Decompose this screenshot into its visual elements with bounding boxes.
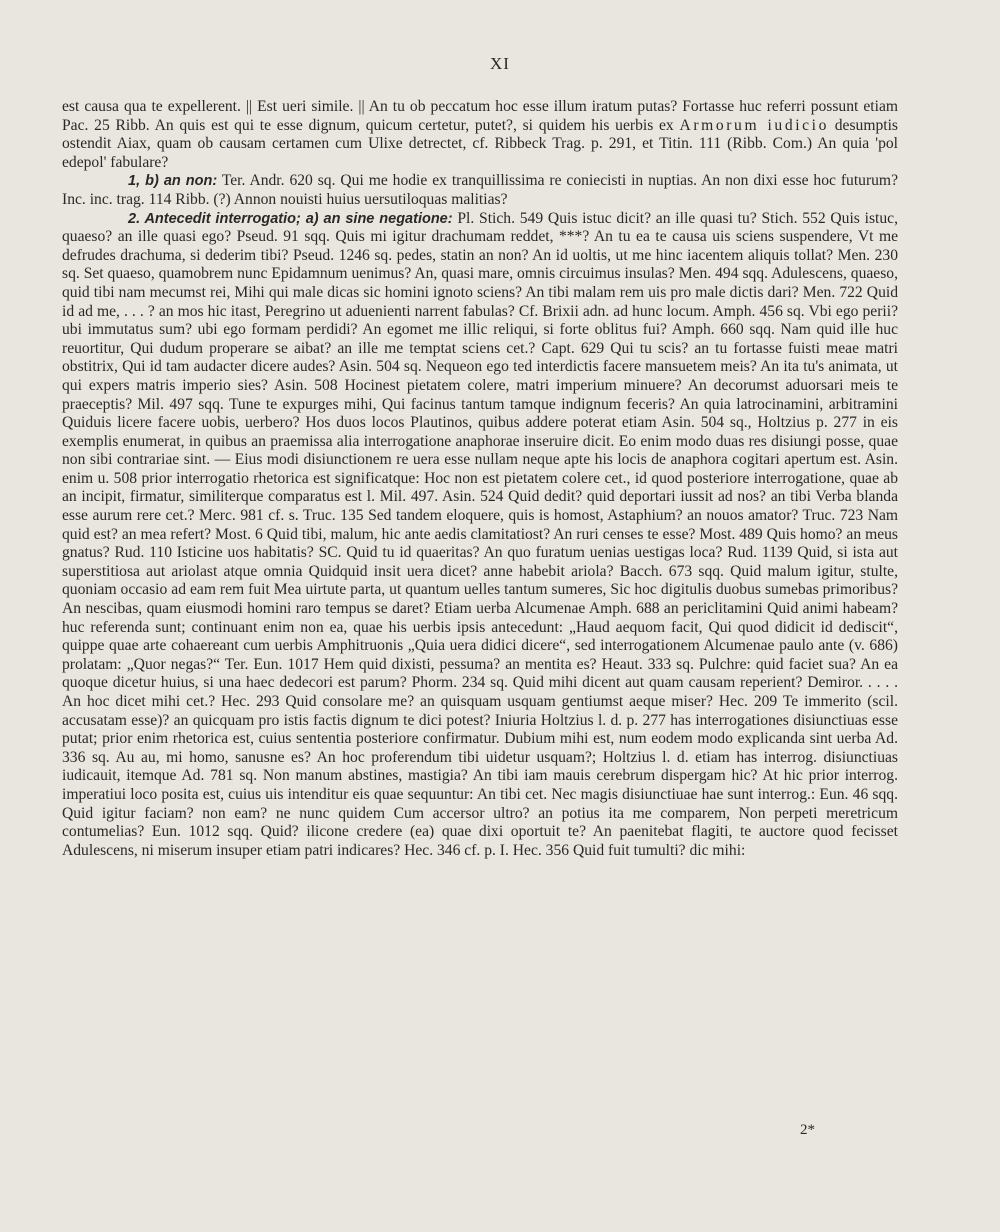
section-heading-1b: 1, b) an non: [128,173,218,190]
paragraph-1-text-a: est causa qua te expellerent. || Est ueri simile. || An tu ob peccatum hoc esse illum iratum putas? Fortasse huc referri possunt etiam Pac. 25 Ribb. An quis est qui te esse dignum, quicum certetur, putet?, si quidem his uerbis ex [62,98,898,134]
signature-mark: 2* [800,1122,815,1138]
paragraph-1-spaced-title: Armorum iudicio [679,116,830,134]
paragraph-3-text: Pl. Stich. 549 Quis istuc dicit? an ille quasi tu? Stich. 552 Quis istuc, quaeso? an ille quasi ego? Pseud. 91 sqq. Quis mi igitur drachumam reddet, ***? An tu ea te causa uis sciens suspendere, Vt me defrudes drachuma, si dederim tibi? Pseud. 1246 sq. pedes, statin an non? An id uoltis, ut me hinc iacentem aliquis tollat? Men. 230 sq. Set quaeso, quamobrem nunc Epidamnum uenimus? An, quasi mare, omnis circuimus insulas? Men. 494 sqq. Adulescens, quaeso, quid tibi nam mecumst rei, Mihi qui male dicas sic homini ignoto sciens? An tibi malam rem uis pro male dictis dari? Men. 722 Quid id ad me, . . . ? an mos hic itast, Peregrino ut aduenienti narrent fabulas? Cf. Brixii adn. ad hunc locum. Amph. 456 sq. Vbi ego perii? ubi immutatus sum? ubi ego formam perdidi? An egomet me illic reliqui, si forte oblitus fui? Amph. 660 sqq. Nam quid ille huc reuortitur, Qui dudum properare se aibat? an ille me temptat sciens cet.? Capt. 629 Qui tu scis? an tu fortasse fuisti meae matri obstitrix, Qui id tam audacter dicere audes? Asin. 504 sq. Nequeon ego ted interdictis facere mansuetem meis? An ita tu's animata, ut qui expers matris imperio sies? Asin. 508 Hocinest pietatem colere, matri imperium minuere? An decorumst aduorsari meis te praeceptis? Mil. 497 sqq. Tune te expurges mihi, Qui facinus tantum tamque indignum feceris? An quia latrocinamini, arbitramini Quiduis licere facere uobis, uerbero? Hos duos locos Plautinos, quibus addere poterat etiam Asin. 504 sq., Holtzius p. 277 in eis exemplis enumerat, in quibus an praemissa alia interrogatione anaphorae inseruire dicit. Eo enim modo duas res disiungi posse, quae non sibi contrariae sint. — Eius modi disiunctionem re uera esse nullam neque apte his locis de anaphora cogitari apertum est. Asin. enim u. 508 prior interrogatio rhetorica est significatque: Hoc non est pietatem colere cet., id quod posteriore interrogatione, quae ab an incipit, firmatur, similiterque comparatus est l. Mil. 497. Asin. 524 Quid dedit? quid deportari iussit ad nos? an tibi Verba blanda esse aurum rere cet.? Merc. 981 cf. s. Truc. 135 Sed tandem eloquere, quis is homost, Astaphium? an nouos amator? Truc. 723 Nam quid est? an mea refert? Most. 6 Quid tibi, malum, hic ante aedis clamitatiost? An ruri censes te esse? Most. 489 Quis homo? an meus gnatus? Rud. 110 Isticine uos habitatis? SC. Quid tu id quaeritas? An quo furatum uenias uestigas loca? Rud. 1139 Quid, si ista aut superstitiosa aut ariolast atque omnia Quidquid insit uera dicet? anne habebit ariola? Bacch. 673 sqq. Quid malum igitur, stulte, quoniam occasio ad eam rem fuit Mea uirtute parta, ut quantum uelles tantum sumeres, Sic hoc digitulis duobus sumebas primoribus? An nescibas, quam eiusmodi homini raro tempus se daret? Etiam uerba Alcumenae Amph. 688 an periclitamini Quid animi habeam? huc referenda sunt; continuant enim non ea, quae his uerbis ipsis antecedunt: „Haud aequom facit, Qui quod didicit id dediscit“, quippe quae arte cohaereant cum uerbis Amphitruonis „Quia uera didici dicere“, sed interrogationem Alcumenae paulo ante (v. 686) prolatam: „Quor negas?“ Ter. Eun. 1017 Hem quid dixisti, pessuma? an mentita es? Heaut. 333 sq. Pulchre: quid faciet sua? An ea quoque dicetur huius, si una haec dedecori est parum? Phorm. 234 sq. Quid mihi dicent aut quam causam reperient? Demiror. . . . . An hoc dicet mihi cet.? Hec. 293 Quid consolare me? an quisquam usquam gentiumst aeque miser? Hec. 209 Te immerito (scil. accusatam esse)? an quicquam pro istis factis dignum te dici potest? Iniuria Holtzius l. d. p. 277 has interrogationes disiunctiuas esse putat; prior enim rhetorica est, cuius sententia posteriore confirmatur. Dubium mihi est, num eodem modo explicanda sint uerba Ad. 336 sq. Au au, mi homo, sanusne es? An hoc proferendum tibi uidetur usquam?; Holtzius l. d. etiam has interrog. disiunctiuas iudicauit, itemque Ad. 781 sq. Non manum abstines, mastigia? An tibi iam mauis cerebrum dispergam hic? At hic prior interrog. imperatiui loco posita est, cuius uis intenditur eis quae sequuntur: An tibi cet. Nec magis disiunctiuae hae sunt interrog.: Eun. 46 sqq. Quid igitur faciam? non eam? ne nunc quidem Cum accersor ultro? an potius ita me comparem, Non perpeti meretricum contumelias? Eun. 1012 sqq. Quid? ilicone credere (ea) quae dixi oportuit te? An paenitebat flagiti, te auctore quod fecisset Adulescens, ni miserum insuper etiam patri indicares? Hec. 346 cf. p. I. Hec. 356 Quid fuit tumulti? dic mihi: [62,209,898,859]
paragraph-3 [62,210,898,861]
paragraph-1 [62,98,898,172]
paragraph-2-text: Ter. Andr. 620 sq. Qui me hodie ex tranquillissima re coniecisti in nuptias. An non dixi esse hoc futurum? Inc. inc. trag. 114 Ribb. (?) Annon nouisti huius uersutiloquas malitias? [62,172,898,208]
page-number: XI [490,54,510,73]
section-heading-2a: 2. Antecedit interrogatio; a) an sine negatione: [128,210,453,227]
paragraph-1-text-b: desumptis ostendit Aiax, quam ob causam certamen cum Ulixe detrectet, cf. Ribbeck Trag. p. 291, et Titin. 111 (Ribb. Com.) An quia 'pol edepol' fabulare? [62,116,898,171]
body-text [62,98,898,860]
paragraph-2 [62,172,898,209]
